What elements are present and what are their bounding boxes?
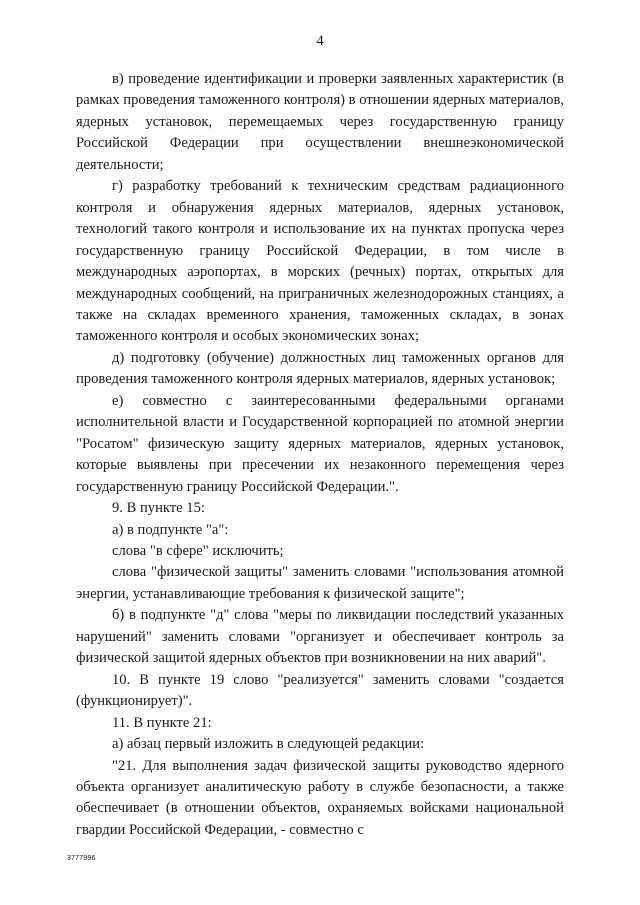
paragraph-11-a: а) абзац первый изложить в следующей редакции:: [112, 736, 425, 753]
paragraph-9-a-2: слова "физической защиты" заменить словами "использования атомной энергии, устанавливающие требования к физической защите";: [76, 564, 564, 602]
paragraph-item-9: 9. В пункте 15:: [112, 500, 205, 517]
paragraph-d: д) подготовку (обучение) должностных лиц таможенных органов для проведения таможенного контроля ядерных материалов, ядерных установок;: [76, 349, 564, 388]
paragraph-e: е) совместно с заинтересованными федеральными органами исполнительной власти и Государственной корпорацией по атомной энергии "Росатом" физическую защиту ядерных материалов, ядерных установок, которые выявлены при пресечении их незаконного перемещения через государственную границу Российской Федерации.".: [76, 392, 564, 495]
paragraph-21: "21. Для выполнения задач физической защиты руководство ядерного объекта организует аналитическую работу в службе безопасности, а также обеспечивает (в отношении объектов, охраняемых войсками национальной гвардии Российской Федерации, - совместно с: [76, 757, 564, 838]
document-code: 3777996: [67, 855, 96, 862]
page-number: 4: [316, 33, 324, 49]
paragraph-item-11: 11. В пункте 21:: [112, 714, 212, 731]
paragraph-g: г) разработку требований к техническим средствам радиационного контроля и обнаружения ядерных материалов, ядерных установок, технологий такого контроля и использование их на пунктах пропуска через государственную границу Российской Федерации, в том числе в международных аэропортах, в морских (речных) портах, открытых для международных сообщений, на приграничных железнодорожных станциях, а также на складах временного хранения, таможенных складах, в зонах таможенного контроля и особых экономических зонах;: [76, 178, 564, 345]
paragraph-9-a: а) в подпункте "а":: [112, 521, 229, 538]
paragraph-item-10: 10. В пункте 19 слово "реализуется" заменить словами "создается (функционирует)".: [76, 671, 564, 710]
paragraph-9-a-1: слова "в сфере" исключить;: [112, 542, 284, 559]
document-body: [76, 69, 564, 841]
paragraph-v: в) проведение идентификации и проверки заявленных характеристик (в рамках проведения таможенного контроля) в отношении ядерных материалов, ядерных установок, перемещаемых через государственную границу Российской Федерации при осуществлении внешнеэкономической деятельности;: [76, 71, 564, 173]
paragraph-9-b: б) в подпункте "д" слова "меры по ликвидации последствий указанных нарушений" заменить словами "организует и обеспечивает контроль за физической защитой ядерных объектов при возникновении на них аварий".: [76, 607, 564, 667]
